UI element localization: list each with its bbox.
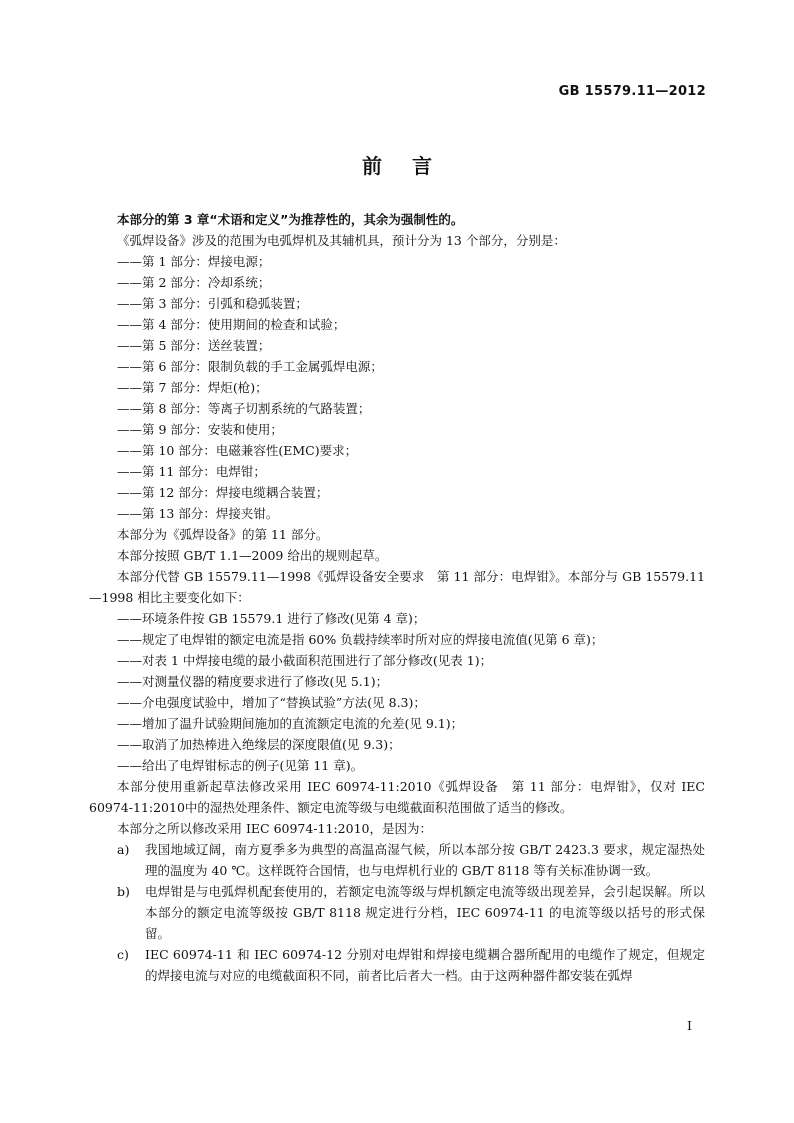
standard-number: GB 15579.11—2012 [558, 84, 706, 99]
paragraph-scope: 《弧焊设备》涉及的范围为电弧焊机及其辅机具，预计分为 13 个部分，分别是： [117, 233, 566, 248]
paragraph-drafting-rules: 本部分按照 GB/T 1.1—2009 给出的规则起草。 [117, 548, 388, 563]
list-item-text: 电焊钳是与电弧焊机配套使用的，若额定电流等级与焊机额定电流等级出现差异，会引起误解。所以本部分的额定电流等级按 GB/T 8118 规定进行分档，IEC 60974-11 的电流等级以括号的形式保留。 [145, 884, 705, 941]
list-item: ——第 13 部分：焊接夹钳。 [117, 506, 279, 521]
list-item: ——取消了加热棒进入绝缘层的深度限值(见 9.3)； [117, 737, 401, 752]
changes-list [89, 608, 705, 776]
list-item: ——第 6 部分：限制负载的手工金属弧焊电源； [117, 359, 383, 374]
list-item-text: IEC 60974-11 和 IEC 60974-12 分别对电焊钳和焊接电缆耦合器所配用的电缆作了规定，但规定的焊接电流与对应的电缆截面积不同，前者比后者大一档。由于这两种器件都安装在弧焊 [145, 947, 705, 983]
list-item: ——第 5 部分：送丝装置； [117, 338, 271, 353]
list-item: ——第 10 部分：电磁兼容性(EMC)要求； [117, 443, 358, 458]
list-item: ——第 4 部分：使用期间的检查和试验； [117, 317, 346, 332]
list-item: ——给出了电焊钳标志的例子(见第 11 章)。 [117, 758, 364, 773]
document-body [89, 209, 705, 986]
list-item: ——增加了温升试验期间施加的直流额定电流的允差(见 9.1)； [117, 716, 464, 731]
list-item: ——第 2 部分：冷却系统； [117, 275, 271, 290]
list-item [117, 944, 705, 986]
list-item: ——第 3 部分：引弧和稳弧装置； [117, 296, 308, 311]
list-item: ——第 7 部分：焊炬(枪)； [117, 380, 268, 395]
page-title: 前言 [362, 154, 462, 178]
list-item: ——环境条件按 GB 15579.1 进行了修改(见第 4 章)； [117, 611, 426, 626]
paragraph-part-number: 本部分为《弧焊设备》的第 11 部分。 [117, 527, 329, 542]
list-item-label: c) [117, 947, 129, 962]
reasons-list [89, 839, 705, 986]
list-item: ——第 8 部分：等离子切割系统的气路装置； [117, 401, 371, 416]
page-number: I [687, 1018, 692, 1033]
list-item: ——对测量仪器的精度要求进行了修改(见 5.1)； [117, 674, 389, 689]
paragraph-reasons-intro: 本部分之所以修改采用 IEC 60974-11:2010，是因为： [117, 821, 432, 836]
list-item: ——第 9 部分：安装和使用； [117, 422, 283, 437]
list-item [117, 839, 705, 881]
list-item [117, 881, 705, 944]
list-item: ——对表 1 中焊接电缆的最小截面积范围进行了部分修改(见表 1)； [117, 653, 493, 668]
paragraph-replacement: 本部分代替 GB 15579.11—1998《弧焊设备安全要求 第 11 部分：电焊钳》。本部分与 GB 15579.11—1998 相比主要变化如下： [89, 569, 705, 605]
list-item-label: a) [117, 842, 130, 857]
list-item: ——介电强度试验中，增加了“替换试验”方法(见 8.3)； [117, 695, 426, 710]
paragraph-adoption: 本部分使用重新起草法修改采用 IEC 60974-11:2010《弧焊设备 第 11 部分：电焊钳》，仅对 IEC 60974-11:2010中的湿热处理条件、额定电流等级与电缆截面积范围做了适当的修改。 [89, 779, 705, 815]
list-item: ——第 11 部分：电焊钳； [117, 464, 266, 479]
list-item: ——规定了电焊钳的额定电流是指 60% 负载持续率时所对应的焊接电流值(见第 6 章)； [117, 632, 604, 647]
list-item-label: b) [117, 884, 130, 899]
list-item-text: 我国地域辽阔，南方夏季多为典型的高温高湿气候，所以本部分按 GB/T 2423.3 要求，规定湿热处理的温度为 40 ℃。这样既符合国情，也与电焊机行业的 GB/T 8118 等有关标准协调一致。 [145, 842, 705, 878]
list-item: ——第 1 部分：焊接电源； [117, 254, 271, 269]
paragraph-normative-note: 本部分的第 3 章“术语和定义”为推荐性的，其余为强制性的。 [117, 212, 464, 227]
list-item: ——第 12 部分：焊接电缆耦合装置； [117, 485, 329, 500]
parts-list [89, 251, 705, 524]
